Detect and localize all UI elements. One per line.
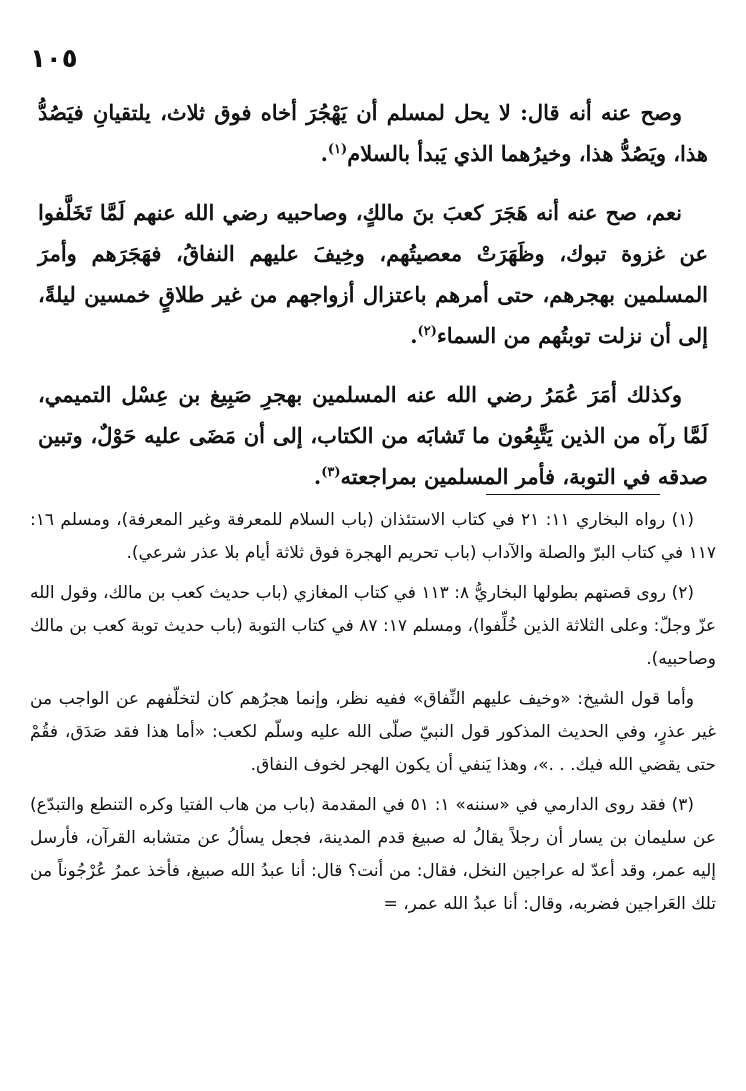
paragraph-1 bbox=[38, 92, 708, 174]
paragraph-3 bbox=[38, 374, 708, 497]
footnote-1 bbox=[30, 504, 716, 570]
paragraph-1-end: . bbox=[320, 141, 328, 166]
page-number: ١٠٥ bbox=[30, 44, 78, 74]
footnote-2-comment-text: وأما قول الشيخ: «وخيف عليهم النِّفاق» ففيه نظر، وإنما هجرُهم كان لتخلّفهم عن الواجب من غير عذرٍ، وفي الحديث المذكور قول النبيّ صلّى الله عليه وسلّم لكعب: «أما هذا فقد صَدَق، فقُمْ حتى يقضي الله فيك. . .»، وهذا يَنفي أن يكون الهجر لخوف النفاق. bbox=[30, 689, 716, 775]
footnote-2 bbox=[30, 577, 716, 676]
paragraph-2 bbox=[38, 192, 708, 356]
footnote-ref-1: (١) bbox=[327, 142, 348, 157]
footnote-2-comment bbox=[30, 683, 716, 782]
paragraph-1-text: وصح عنه أنه قال: لا يحل لمسلم أن يَهْجُرَ أخاه فوق ثلاث، يلتقيانِ فيَصُدُّ هذا، ويَصُدُّ هذا، وخيرُهما الذي يَبدأ بالسلام bbox=[38, 100, 708, 166]
main-text bbox=[38, 92, 708, 515]
footnote-3 bbox=[30, 789, 716, 921]
footnote-ref-3: (٣) bbox=[321, 465, 341, 480]
footnotes bbox=[30, 504, 716, 928]
footnote-3-text: (٣) فقد روى الدارمي في «سننه» ١: ٥١ في المقدمة (باب من هاب الفتيا وكره التنطع والتبدّع) عن سليمان بن يسار أن رجلاً يقالُ له صبيغ قدم المدينة، فجعل يسألُ عن متشابه القرآن، فأرسل إليه عمر، وقد أعدّ له عراجين النخل، فقال: من أنت؟ قال: أنا عبدُ الله صبيغ، فأخذ عمرُ عُرْجُوناً من تلك العَراجين فضربه، وقال: أنا عبدُ الله عمر، = bbox=[30, 795, 716, 914]
paragraph-3-text: وكذلك أمَرَ عُمَرُ رضي الله عنه المسلمين بهجرِ صَبِيغ بن عِسْل التميمي، لَمَّا رآه من الذين يَتَّبِعُون ما تَشابَه من الكتاب، إلى أن مَضَى عليه حَوْلٌ، وتبين صدقه في التوبة، فأمر المسلمين بمراجعته bbox=[38, 382, 708, 489]
footnote-divider bbox=[486, 494, 660, 495]
footnote-2-text: (٢) روى قصتهم بطولها البخاريُّ ٨: ١١٣ في كتاب المغازي (باب حديث كعب بن مالك، وقول الله عزّ وجلّ: وعلى الثلاثة الذين خُلِّفوا)، ومسلم ١٧: ٨٧ في كتاب التوبة (باب حديث توبة كعب بن مالك وصاحبيه). bbox=[30, 583, 716, 669]
paragraph-2-end: . bbox=[410, 323, 418, 348]
footnote-ref-2: (٢) bbox=[417, 324, 437, 339]
paragraph-2-text: نعم، صح عنه أنه هَجَرَ كعبَ بنَ مالكٍ، وصاحبيه رضي الله عنهم لَمَّا تَخَلَّفوا عن غزوة تبوك، وظَهَرَتْ معصيتُهم، وخِيفَ عليهم النفاقُ، فهَجَرَهم وأمرَ المسلمين بهجرهم، حتى أمرهم باعتزال أزواجهم من غير طلاقٍ خمسين ليلةً، إلى أن نزلت توبتُهم من السماء bbox=[38, 200, 708, 348]
paragraph-3-end: . bbox=[313, 464, 322, 489]
footnote-1-text: (١) رواه البخاري ١١: ٢١ في كتاب الاستئذان (باب السلام للمعرفة وغير المعرفة)، ومسلم ١٦: ١١٧ في كتاب البرّ والصلة والآداب (باب تحريم الهجرة فوق ثلاثة أيام بلا عذر شرعي). bbox=[30, 510, 716, 563]
